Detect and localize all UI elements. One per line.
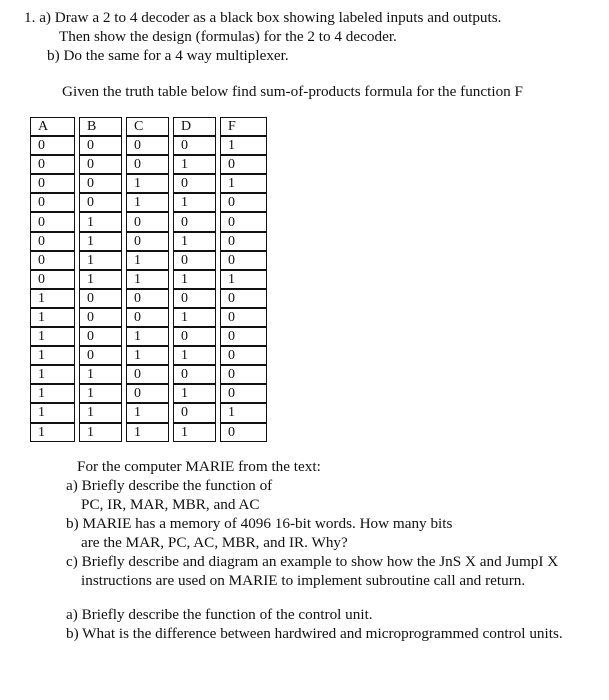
cell-a: 0 (30, 155, 75, 174)
marie-question-a-line-1: a) Briefly describe the function of (66, 477, 273, 494)
cell-b: 0 (79, 193, 122, 212)
cell-a: 1 (30, 423, 75, 442)
table-row (30, 308, 267, 327)
header-f: F (220, 117, 267, 136)
cell-c: 0 (126, 136, 169, 155)
question-1b: b) Do the same for a 4 way multiplexer. (47, 47, 289, 64)
header-a: A (30, 117, 75, 136)
cell-d: 0 (173, 327, 216, 346)
cell-b: 0 (79, 327, 122, 346)
cell-f: 0 (220, 232, 267, 251)
cell-f: 1 (220, 270, 267, 289)
header-b: B (79, 117, 122, 136)
cell-a: 1 (30, 403, 75, 422)
cell-f: 1 (220, 136, 267, 155)
cell-a: 1 (30, 289, 75, 308)
marie-question-b-line-2: are the MAR, PC, AC, MBR, and IR. Why? (81, 534, 348, 551)
table-row (30, 155, 267, 174)
cell-a: 1 (30, 327, 75, 346)
cell-f: 0 (220, 346, 267, 365)
cell-a: 0 (30, 174, 75, 193)
cell-d: 0 (173, 289, 216, 308)
cell-d: 1 (173, 423, 216, 442)
cell-c: 1 (126, 423, 169, 442)
cell-d: 1 (173, 155, 216, 174)
cell-d: 0 (173, 212, 216, 231)
cell-f: 0 (220, 212, 267, 231)
cell-c: 0 (126, 155, 169, 174)
cell-b: 1 (79, 232, 122, 251)
cell-a: 0 (30, 270, 75, 289)
cell-b: 0 (79, 174, 122, 193)
marie-question-b-line-1: b) MARIE has a memory of 4096 16-bit words. How many bits (66, 515, 453, 532)
cell-d: 1 (173, 384, 216, 403)
cell-c: 0 (126, 365, 169, 384)
cell-a: 0 (30, 212, 75, 231)
truth-table (30, 117, 267, 442)
marie-question-a-line-2: PC, IR, MAR, MBR, and AC (81, 496, 260, 513)
cell-d: 0 (173, 365, 216, 384)
cell-a: 1 (30, 365, 75, 384)
cell-a: 0 (30, 251, 75, 270)
cell-a: 0 (30, 136, 75, 155)
cell-c: 1 (126, 193, 169, 212)
cell-d: 1 (173, 308, 216, 327)
control-unit-question-a: a) Briefly describe the function of the control unit. (66, 606, 373, 623)
table-row (30, 289, 267, 308)
table-row (30, 384, 267, 403)
table-row (30, 365, 267, 384)
truth-table-header-row (30, 117, 267, 136)
cell-f: 0 (220, 327, 267, 346)
cell-b: 0 (79, 308, 122, 327)
cell-d: 0 (173, 251, 216, 270)
cell-b: 1 (79, 270, 122, 289)
cell-c: 0 (126, 308, 169, 327)
cell-a: 0 (30, 232, 75, 251)
cell-c: 0 (126, 212, 169, 231)
cell-f: 0 (220, 365, 267, 384)
cell-b: 1 (79, 423, 122, 442)
table-row (30, 423, 267, 442)
truth-table-prompt: Given the truth table below find sum-of-products formula for the function F (62, 83, 524, 100)
cell-d: 0 (173, 174, 216, 193)
cell-f: 0 (220, 155, 267, 174)
cell-c: 0 (126, 384, 169, 403)
cell-f: 0 (220, 384, 267, 403)
table-row (30, 232, 267, 251)
cell-b: 1 (79, 251, 122, 270)
table-row (30, 174, 267, 193)
table-row (30, 251, 267, 270)
table-row (30, 270, 267, 289)
cell-c: 0 (126, 289, 169, 308)
cell-a: 1 (30, 346, 75, 365)
cell-d: 1 (173, 346, 216, 365)
cell-a: 0 (30, 193, 75, 212)
cell-d: 1 (173, 232, 216, 251)
cell-c: 1 (126, 346, 169, 365)
cell-b: 0 (79, 289, 122, 308)
cell-b: 0 (79, 136, 122, 155)
cell-c: 0 (126, 232, 169, 251)
cell-f: 0 (220, 289, 267, 308)
question-1a-line-1: 1. a) Draw a 2 to 4 decoder as a black box showing labeled inputs and outputs. (24, 9, 502, 26)
cell-f: 0 (220, 423, 267, 442)
cell-d: 1 (173, 193, 216, 212)
marie-question-c-line-2: instructions are used on MARIE to implement subroutine call and return. (81, 572, 526, 589)
cell-f: 0 (220, 193, 267, 212)
header-d: D (173, 117, 216, 136)
cell-b: 1 (79, 212, 122, 231)
table-row (30, 193, 267, 212)
cell-f: 1 (220, 403, 267, 422)
cell-f: 0 (220, 251, 267, 270)
cell-f: 1 (220, 174, 267, 193)
cell-f: 0 (220, 308, 267, 327)
cell-b: 0 (79, 155, 122, 174)
marie-question-c-line-1: c) Briefly describe and diagram an example to show how the JnS X and JumpI X (66, 553, 559, 570)
marie-intro: For the computer MARIE from the text: (77, 458, 321, 475)
table-row (30, 136, 267, 155)
cell-c: 1 (126, 270, 169, 289)
cell-c: 1 (126, 174, 169, 193)
header-c: C (126, 117, 169, 136)
cell-d: 0 (173, 136, 216, 155)
cell-c: 1 (126, 403, 169, 422)
cell-b: 1 (79, 403, 122, 422)
cell-b: 1 (79, 384, 122, 403)
table-row (30, 327, 267, 346)
cell-b: 0 (79, 346, 122, 365)
table-row (30, 403, 267, 422)
cell-d: 0 (173, 403, 216, 422)
cell-a: 1 (30, 308, 75, 327)
table-row (30, 346, 267, 365)
control-unit-question-b: b) What is the difference between hardwired and microprogrammed control units. (66, 625, 563, 642)
question-1a-line-2: Then show the design (formulas) for the 2 to 4 decoder. (59, 28, 397, 45)
cell-c: 1 (126, 251, 169, 270)
cell-c: 1 (126, 327, 169, 346)
cell-b: 1 (79, 365, 122, 384)
cell-d: 1 (173, 270, 216, 289)
cell-a: 1 (30, 384, 75, 403)
table-row (30, 212, 267, 231)
